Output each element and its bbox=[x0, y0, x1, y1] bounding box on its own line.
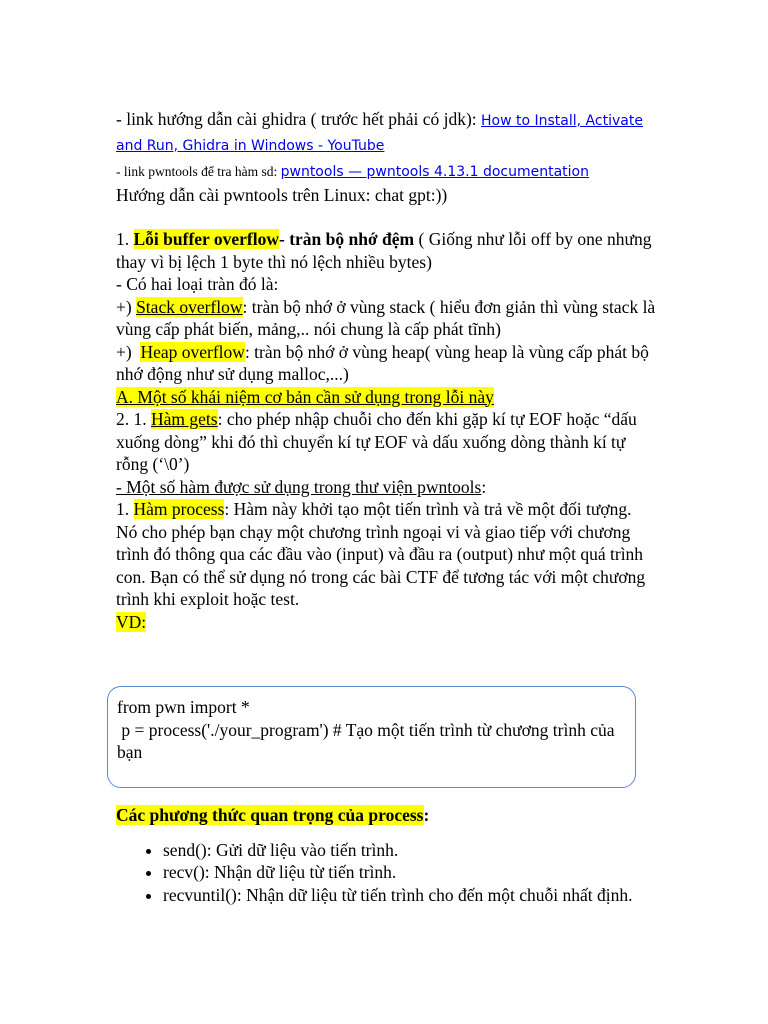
heap-overflow-item bbox=[116, 341, 656, 386]
process-item bbox=[116, 498, 656, 611]
buffer-overflow-subtitle: - tràn bộ nhớ đệm bbox=[279, 229, 415, 249]
heap-overflow-label: Heap overflow bbox=[140, 341, 245, 362]
code-line-1: from pwn import * bbox=[117, 697, 250, 717]
code-example bbox=[117, 696, 637, 764]
heap-overflow-description: : tràn bộ nhớ ở vùng heap( vùng heap là vùng cấp phát bộ nhớ động như sử dụng malloc,...) bbox=[116, 341, 649, 384]
pwntools-functions-heading bbox=[116, 476, 656, 499]
heap-prefix: +) bbox=[116, 341, 141, 362]
example-label-line bbox=[116, 611, 656, 634]
pwntools-docs-link[interactable]: pwntools — pwntools 4.13.1 documentation bbox=[280, 164, 589, 180]
example-label: VD: bbox=[116, 611, 147, 632]
stack-overflow-item bbox=[116, 296, 656, 341]
section-number: 1. bbox=[116, 229, 134, 249]
concepts-heading bbox=[116, 386, 656, 409]
code-line-2: p = process('./your_program') # Tạo một tiến trình từ chương trình của bạn bbox=[117, 719, 619, 762]
document-body bbox=[116, 108, 656, 633]
pwntools-link-prefix: - link pwntools để tra hàm sd: bbox=[116, 164, 281, 179]
methods-list bbox=[116, 839, 656, 907]
methods-heading-text: Các phương thức quan trọng của process bbox=[116, 805, 424, 825]
concepts-heading-text: A. Một số khái niệm cơ bản cần sử dụng trong lỗi này bbox=[116, 386, 494, 407]
gets-label: Hàm gets bbox=[151, 409, 218, 429]
stack-overflow-label: Stack overflow bbox=[136, 296, 243, 317]
heading-colon: : bbox=[481, 476, 487, 497]
process-prefix: 1. bbox=[116, 499, 134, 519]
methods-heading bbox=[116, 804, 656, 827]
process-description: : Hàm này khởi tạo một tiến trình và trả về một đối tượng. Nó cho phép bạn chạy một chương trình ngoại vi và giao tiếp với chương trình đó thông qua các đầu vào (input) và đầu ra (output) như một quá trình con. Bạn có thể sử dụng nó trong các bài CTF để tương tác với một chương trình khi exploit hoặc test. bbox=[116, 499, 646, 609]
buffer-overflow-title: Lỗi buffer overflow bbox=[133, 229, 279, 249]
gets-item bbox=[116, 408, 656, 476]
stack-prefix: +) bbox=[116, 296, 137, 317]
pwntools-functions-heading-text: - Một số hàm được sử dụng trong thư viện pwntools bbox=[116, 476, 482, 497]
list-item: • recvuntil(): Nhận dữ liệu từ tiến trình cho đến một chuỗi nhất định. bbox=[163, 884, 656, 907]
install-line: Hướng dẫn cài pwntools trên Linux: chat gpt:)) bbox=[116, 184, 448, 205]
section1-heading bbox=[116, 228, 656, 273]
gets-description: : cho phép nhập chuỗi cho đến khi gặp kí tự EOF hoặc “dấu xuống dòng” khi đó thì chuyển kí tự EOF và dấu xuống dòng thành kí tự rỗng (‘\0’) bbox=[116, 409, 637, 474]
process-label: Hàm process bbox=[133, 499, 225, 519]
overflow-types-intro: - Có hai loại tràn đó là: bbox=[116, 274, 279, 294]
process-methods-section bbox=[116, 804, 656, 906]
ghidra-youtube-link[interactable]: How to Install, Activate and Run, Ghidra in Windows - YouTube bbox=[116, 113, 643, 154]
buffer-overflow-description: ( Giống như lỗi off by one nhưng thay vì bị lệch 1 byte thì nó lệch nhiều bytes) bbox=[116, 229, 652, 272]
gets-prefix: 2. 1. bbox=[116, 409, 151, 429]
list-item: • send(): Gửi dữ liệu vào tiến trình. bbox=[163, 839, 656, 862]
ghidra-link-prefix: - link hướng dẫn cài ghidra ( trước hết phải có jdk): bbox=[116, 109, 482, 129]
methods-heading-colon: : bbox=[423, 805, 430, 825]
pwntools-link-line bbox=[116, 159, 656, 184]
list-item: • recv(): Nhận dữ liệu từ tiến trình. bbox=[163, 861, 656, 884]
stack-overflow-description: : tràn bộ nhớ ở vùng stack ( hiểu đơn giản thì vùng stack là vùng cấp phát biến, mảng,.. nói chung là cấp phát tĩnh) bbox=[116, 296, 656, 339]
ghidra-link-line bbox=[116, 108, 656, 157]
